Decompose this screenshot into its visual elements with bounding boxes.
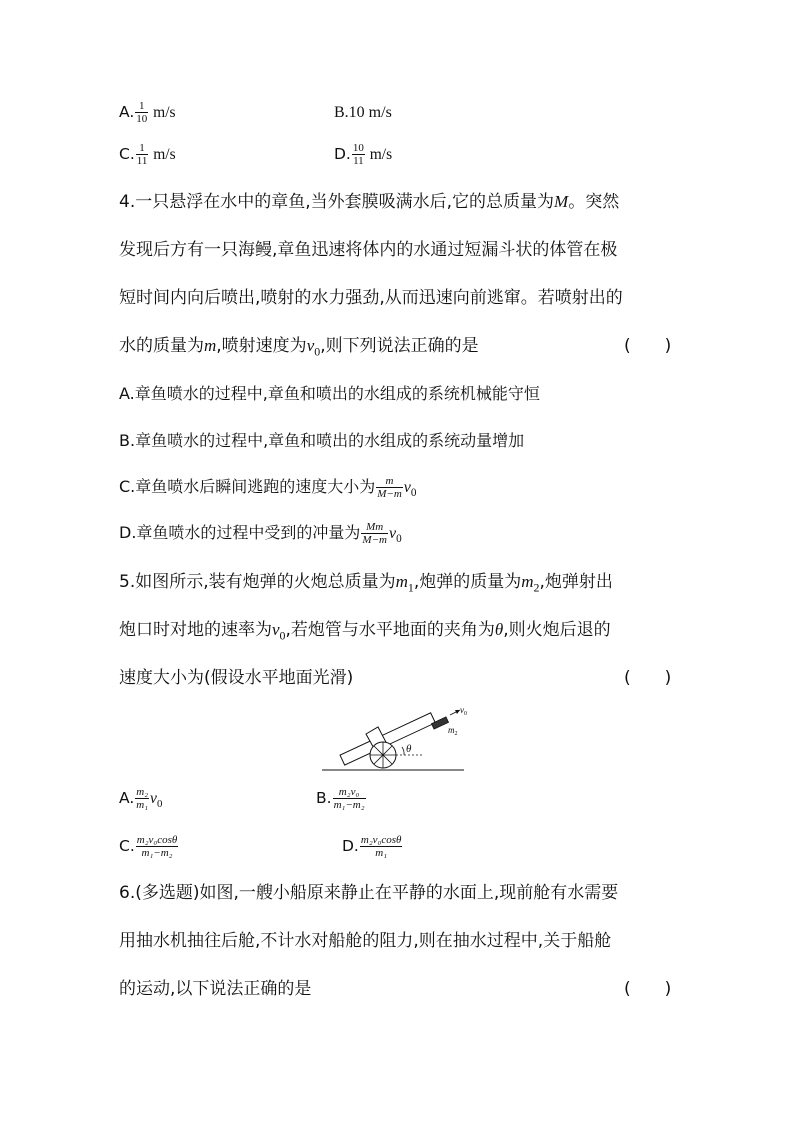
q5-option-c	[119, 834, 179, 859]
numerator: 1	[135, 100, 148, 113]
text: C.章鱼喷水后瞬间逃跑的速度大小为	[119, 477, 376, 496]
fraction	[135, 786, 149, 811]
text: ,则火炮后退的	[503, 620, 611, 640]
subscript: 0	[410, 487, 417, 500]
q3-option-d	[334, 142, 392, 167]
denominator: m₁−m₂	[141, 847, 173, 859]
angle-arc	[402, 747, 404, 755]
q6-stem-line-3: 的运动,以下说法正确的是	[119, 979, 312, 999]
variable: m	[204, 336, 217, 355]
q5-option-b	[316, 786, 367, 811]
denominator: 11	[136, 155, 148, 167]
option-label: D.	[342, 837, 359, 855]
q6-answer-paren[interactable]: ( )	[624, 979, 672, 999]
q5-stem-line-1	[119, 570, 613, 599]
variable: θ	[494, 620, 504, 639]
q4-stem-line-4	[119, 334, 479, 363]
fraction	[136, 834, 179, 859]
projectile	[431, 717, 448, 729]
denominator: m₁−m₂	[333, 799, 365, 811]
numerator: m₂	[136, 786, 149, 798]
option-label: D.	[334, 145, 351, 163]
variable: v	[306, 336, 315, 355]
variable: m	[395, 572, 408, 591]
q5-option-d	[342, 834, 403, 859]
text: 水的质量为	[119, 336, 204, 356]
unit: m/s	[149, 146, 176, 163]
q4-answer-paren[interactable]: ( )	[624, 336, 672, 356]
variable: M	[554, 192, 569, 211]
numerator: m₂v₀cosθ	[136, 834, 178, 846]
subscript: 0	[156, 798, 163, 811]
q4-option-a: A.章鱼喷水的过程中,章鱼和喷出的水组成的系统机械能守恒	[119, 384, 540, 403]
fraction	[376, 475, 403, 500]
q3-option-a	[119, 100, 176, 125]
q3-option-c	[119, 142, 176, 167]
text: 炮口时对地的速率为	[119, 620, 272, 640]
text: ,炮弹射出	[539, 572, 613, 592]
denominator: m₁	[136, 799, 149, 811]
option-label: A.	[119, 103, 135, 121]
subscript: 1	[407, 580, 414, 595]
text: 5.如图所示,装有炮弹的火炮总质量为	[119, 572, 396, 592]
q3-option-b: B.10 m/s	[334, 104, 392, 121]
velocity-label: $v_0$	[460, 705, 467, 717]
q5-option-a	[119, 786, 162, 814]
subscript: 0	[314, 344, 321, 359]
subscript: 0	[279, 628, 286, 643]
option-label: C.	[119, 145, 135, 163]
cannon-diagram	[318, 700, 468, 776]
denominator: 10	[136, 113, 148, 125]
text: D.章鱼喷水的过程中受到的冲量为	[119, 523, 361, 542]
numerator: m	[376, 475, 403, 488]
variable: v	[403, 479, 411, 496]
subscript: 0	[396, 533, 402, 546]
q5-stem-line-2	[119, 618, 611, 647]
angle-label: θ	[406, 743, 412, 755]
fraction	[136, 142, 149, 167]
text: ,则下列说法正确的是	[320, 336, 479, 356]
fraction	[360, 834, 403, 859]
fraction	[361, 521, 388, 546]
q4-option-c	[119, 475, 417, 503]
fraction	[333, 786, 366, 811]
q5-stem-line-3: 速度大小为(假设水平地面光滑)	[119, 668, 354, 688]
variable: v	[150, 790, 157, 807]
denominator: 11	[353, 155, 364, 167]
q6-stem-line-2: 用抽水机抽往后舱,不计水对船舱的阻力,则在抽水过程中,关于船舱	[119, 931, 612, 951]
denominator: M−m	[362, 534, 387, 546]
unit: m/s	[149, 104, 176, 121]
text: ,若炮管与水平地面的夹角为	[285, 620, 495, 640]
unit: m/s	[365, 146, 393, 163]
option-label: C.	[119, 837, 135, 855]
variable: v	[272, 620, 280, 639]
numerator: m₂v₀	[333, 786, 366, 799]
denominator: M−m	[377, 488, 402, 500]
text: 4.一只悬浮在水中的章鱼,当外套膜吸满水后,它的总质量为	[119, 192, 555, 212]
q6-stem-line-1: 6.(多选题)如图,一艘小船原来静止在平静的水面上,现前舱有水需要	[119, 883, 619, 903]
fraction	[352, 142, 365, 167]
numerator: 10	[352, 142, 364, 154]
fraction	[135, 100, 148, 125]
mass-label: $m_2$	[448, 725, 458, 737]
q4-option-b: B.章鱼喷水的过程中,章鱼和喷出的水组成的系统动量增加	[119, 431, 525, 450]
q4-stem-line-2: 发现后方有一只海鳗,章鱼迅速将体内的水通过短漏斗状的体管在极	[119, 240, 618, 260]
q4-option-d	[119, 521, 402, 549]
q5-answer-paren[interactable]: ( )	[624, 668, 672, 688]
text: ,炮弹的质量为	[413, 572, 522, 592]
option-label: B.	[316, 789, 332, 807]
numerator: m₂v₀cosθ	[360, 834, 402, 846]
text: ,喷射速度为	[216, 336, 307, 356]
variable: v	[388, 525, 397, 542]
option-label: A.	[119, 789, 135, 807]
q4-stem-line-1	[119, 190, 619, 214]
numerator: Mm	[361, 521, 388, 534]
numerator: 1	[136, 142, 149, 155]
variable: m	[521, 572, 534, 591]
text: 。突然	[568, 192, 620, 212]
subscript: 2	[533, 580, 540, 595]
denominator: m₁	[375, 847, 388, 859]
q4-stem-line-3: 短时间内向后喷出,喷射的水力强劲,从而迅速向前逃窜。若喷射出的	[119, 288, 623, 308]
